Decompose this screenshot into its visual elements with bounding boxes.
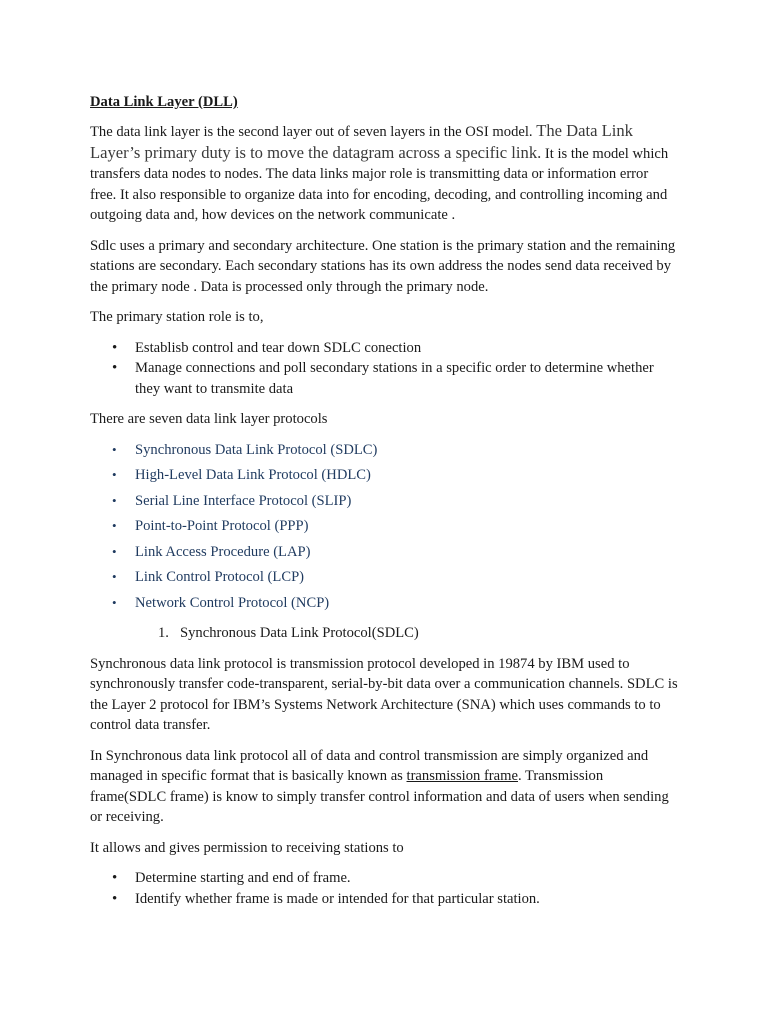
frame-paragraph	[90, 746, 678, 828]
frame-text-after: . Transmission frame(SDLC frame) is know to simply transfer control information and data of users when sending or receiving.	[90, 768, 669, 825]
sdlc-architecture-paragraph: Sdlc uses a primary and secondary architecture. One station is the primary station and the remaining stations are secondary. Each secondary stations has its own address the nodes send data received by the primary node . Data is processed only through the primary node.	[90, 237, 676, 295]
document-title: Data Link Layer (DLL)	[90, 94, 238, 110]
allows-list	[90, 868, 678, 909]
item-text: Synchronous Data Link Protocol(SDLC)	[180, 625, 419, 641]
list-item: • Identify whether frame is made or intended for that particular station.	[90, 889, 678, 910]
numbered-section-heading	[90, 623, 678, 644]
list-item: • Determine starting and end of frame.	[90, 868, 678, 889]
list-item: • Establisb control and tear down SDLC conection	[90, 338, 678, 359]
list-item: • Link Access Procedure (LAP)	[90, 542, 678, 563]
numbered-item	[90, 623, 678, 644]
item-number: 1.	[158, 625, 169, 641]
transmission-frame-link: transmission frame	[406, 768, 518, 784]
primary-role-heading: The primary station role is to,	[90, 309, 264, 325]
intro-part-1: The data link layer is the second layer out of seven layers in the OSI model.	[90, 124, 537, 140]
list-item: • Manage connections and poll secondary stations in a specific order to determine whether they want to transmite data	[90, 358, 678, 399]
protocols-heading: There are seven data link layer protocols	[90, 411, 328, 427]
list-item: • Point-to-Point Protocol (PPP)	[90, 516, 678, 537]
list-item: • Serial Line Interface Protocol (SLIP)	[90, 491, 678, 512]
list-item: • High-Level Data Link Protocol (HDLC)	[90, 465, 678, 486]
intro-paragraph	[90, 121, 678, 226]
allows-heading: It allows and gives permission to receiving stations to	[90, 839, 404, 856]
protocols-list	[90, 440, 678, 614]
sdlc-definition-paragraph: Synchronous data link protocol is transmission protocol developed in 19874 by IBM used to synchronously transfer code-transparent, serial-by-bit data over a communication channels. SDLC is the Layer 2 protocol for IBM’s Systems Network Architecture (SNA) which uses commands to to control data transfer.	[90, 655, 678, 733]
list-item: • Network Control Protocol (NCP)	[90, 593, 678, 614]
intro-part-2: The Data Link Layer’s primary duty is to move the datagram across a specific link.	[90, 121, 633, 162]
primary-role-list	[90, 338, 678, 400]
intro-part-3: It is the model which transfers data nodes to nodes. The data links major role is transmitting data or information error free. It also responsible to organize data into for encoding, decoding, and controlling incoming and outgoing data and, how devices on the network communicate .	[90, 145, 669, 223]
list-item: • Link Control Protocol (LCP)	[90, 567, 678, 588]
frame-text-before: In Synchronous data link protocol all of data and control transmission are simply organized and managed in specific format that is basically known as	[90, 747, 649, 784]
list-item: • Synchronous Data Link Protocol (SDLC)	[90, 440, 678, 461]
